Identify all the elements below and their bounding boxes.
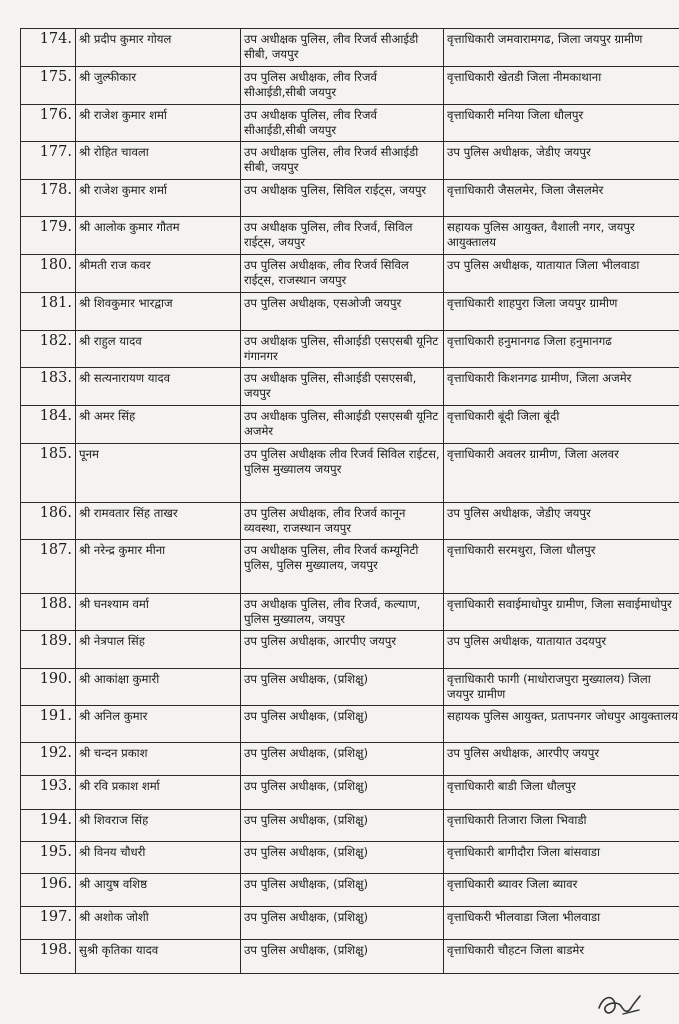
new-posting: वृत्ताधिकारी ब्यावर जिला ब्यावर bbox=[444, 874, 679, 907]
officer-name: श्री प्रदीप कुमार गोयल bbox=[76, 29, 241, 67]
table-row bbox=[21, 331, 679, 368]
current-posting: उप अधीक्षक पुलिस, लीव रिजर्व, सिविल राईट्स, जयपुर bbox=[241, 217, 444, 255]
new-posting: उप पुलिस अधीक्षक, यातायात जिला भीलवाडा bbox=[444, 255, 679, 293]
new-posting: वृत्ताधिकारी हनुमानगढ जिला हनुमानगढ bbox=[444, 331, 679, 368]
new-posting: वृत्ताधिकारी अवलर ग्रामीण, जिला अलवर bbox=[444, 444, 679, 503]
current-posting: उप पुलिस अधीक्षक, (प्रशिक्षु) bbox=[241, 743, 444, 776]
table-row bbox=[21, 180, 679, 217]
new-posting: उप पुलिस अधीक्षक, यातायात उदयपुर bbox=[444, 631, 679, 669]
serial-number: 178. bbox=[21, 180, 76, 217]
serial-number: 198. bbox=[21, 940, 76, 974]
serial-number: 180. bbox=[21, 255, 76, 293]
new-posting: वृत्ताधिकारी किशनगढ ग्रामीण, जिला अजमेर bbox=[444, 368, 679, 406]
officer-name: श्री राहुल यादव bbox=[76, 331, 241, 368]
current-posting: उप पुलिस अधीक्षक, लीव रिजर्व सिविल राईट्स, राजस्थान जयपुर bbox=[241, 255, 444, 293]
new-posting: सहायक पुलिस आयुक्त, प्रतापनगर जोधपुर आयुक्तालय bbox=[444, 706, 679, 743]
table-row bbox=[21, 874, 679, 907]
officer-name: श्री सत्यनारायण यादव bbox=[76, 368, 241, 406]
table-row bbox=[21, 503, 679, 540]
table-row bbox=[21, 444, 679, 503]
new-posting: वृत्ताधिकारी शाहपुरा जिला जयपुर ग्रामीण bbox=[444, 293, 679, 331]
serial-number: 189. bbox=[21, 631, 76, 669]
table-row bbox=[21, 540, 679, 594]
new-posting: वृत्ताधिकारी जमवारामगढ, जिला जयपुर ग्रामीण bbox=[444, 29, 679, 67]
new-posting: वृत्ताधिकारी जैसलमेर, जिला जैसलमेर bbox=[444, 180, 679, 217]
officer-name: श्री विनय चौधरी bbox=[76, 842, 241, 874]
serial-number: 176. bbox=[21, 105, 76, 142]
officer-name: पूनम bbox=[76, 444, 241, 503]
new-posting: उप पुलिस अधीक्षक, आरपीए जयपुर bbox=[444, 743, 679, 776]
serial-number: 194. bbox=[21, 810, 76, 842]
officer-name: श्री नरेन्द्र कुमार मीना bbox=[76, 540, 241, 594]
serial-number: 187. bbox=[21, 540, 76, 594]
serial-number: 195. bbox=[21, 842, 76, 874]
table-row bbox=[21, 29, 679, 67]
transfer-list-body bbox=[21, 29, 679, 974]
new-posting: वृत्ताधिकारी बागीदौरा जिला बांसवाडा bbox=[444, 842, 679, 874]
serial-number: 175. bbox=[21, 67, 76, 105]
current-posting: उप पुलिस अधीक्षक, (प्रशिक्षु) bbox=[241, 940, 444, 974]
current-posting: उप अधीक्षक पुलिस, सीआईडी एसएसबी यूनिट गंगानगर bbox=[241, 331, 444, 368]
table-row bbox=[21, 631, 679, 669]
officer-name: श्री घनश्याम वर्मा bbox=[76, 594, 241, 631]
new-posting: वृत्ताधिकारी तिजारा जिला भिवाडी bbox=[444, 810, 679, 842]
new-posting: वृत्ताधिकरी भीलवाडा जिला भीलवाडा bbox=[444, 907, 679, 940]
table-row bbox=[21, 706, 679, 743]
new-posting: वृत्ताधिकारी फागी (माधोराजपुरा मुख्यालय) जिला जयपुर ग्रामीण bbox=[444, 669, 679, 706]
handwritten-initials bbox=[593, 984, 643, 1022]
table-row bbox=[21, 940, 679, 974]
serial-number: 184. bbox=[21, 406, 76, 444]
current-posting: उप पुलिस अधीक्षक, (प्रशिक्षु) bbox=[241, 810, 444, 842]
table-row bbox=[21, 142, 679, 180]
serial-number: 188. bbox=[21, 594, 76, 631]
current-posting: उप पुलिस अधीक्षक, (प्रशिक्षु) bbox=[241, 842, 444, 874]
transfer-list-table bbox=[20, 28, 679, 974]
current-posting: उप पुलिस अधीक्षक, (प्रशिक्षु) bbox=[241, 907, 444, 940]
officer-name: श्री चन्दन प्रकाश bbox=[76, 743, 241, 776]
table-row bbox=[21, 907, 679, 940]
new-posting: वृत्ताधिकारी बाडी जिला धौलपुर bbox=[444, 776, 679, 810]
table-row bbox=[21, 368, 679, 406]
serial-number: 191. bbox=[21, 706, 76, 743]
table-row bbox=[21, 67, 679, 105]
current-posting: उप पुलिस अधीक्षक लीव रिजर्व सिविल राईटस, पुलिस मुख्यालय जयपुर bbox=[241, 444, 444, 503]
current-posting: उप पुलिस अधीक्षक, (प्रशिक्षु) bbox=[241, 874, 444, 907]
new-posting: वृत्ताधिकारी मनिया जिला धौलपुर bbox=[444, 105, 679, 142]
officer-name: श्री अनिल कुमार bbox=[76, 706, 241, 743]
serial-number: 177. bbox=[21, 142, 76, 180]
officer-name: श्री नेत्रपाल सिंह bbox=[76, 631, 241, 669]
table-row bbox=[21, 105, 679, 142]
table-row bbox=[21, 406, 679, 444]
serial-number: 174. bbox=[21, 29, 76, 67]
table-row bbox=[21, 217, 679, 255]
table-row bbox=[21, 776, 679, 810]
officer-name: श्री अशोक जोशी bbox=[76, 907, 241, 940]
current-posting: उप पुलिस अधीक्षक, (प्रशिक्षु) bbox=[241, 669, 444, 706]
current-posting: उप अधीक्षक पुलिस, लीव रिजर्व सीआईडी सीबी, जयपुर bbox=[241, 29, 444, 67]
table-row bbox=[21, 842, 679, 874]
current-posting: उप अधीक्षक पुलिस, सीआईडी एसएसबी, जयपुर bbox=[241, 368, 444, 406]
current-posting: उप पुलिस अधीक्षक, आरपीए जयपुर bbox=[241, 631, 444, 669]
serial-number: 197. bbox=[21, 907, 76, 940]
serial-number: 196. bbox=[21, 874, 76, 907]
current-posting: उप पुलिस अधीक्षक, लीव रिजर्व कानून व्यवस्था, राजस्थान जयपुर bbox=[241, 503, 444, 540]
serial-number: 179. bbox=[21, 217, 76, 255]
officer-name: श्री शिवकुमार भारद्वाज bbox=[76, 293, 241, 331]
serial-number: 193. bbox=[21, 776, 76, 810]
current-posting: उप पुलिस अधीक्षक, एसओजी जयपुर bbox=[241, 293, 444, 331]
officer-name: श्री शिवराज सिंह bbox=[76, 810, 241, 842]
current-posting: उप अधीक्षक पुलिस, सीआईडी एसएसबी यूनिट अजमेर bbox=[241, 406, 444, 444]
new-posting: वृत्ताधिकारी खेतडी जिला नीमकाथाना bbox=[444, 67, 679, 105]
table-row bbox=[21, 255, 679, 293]
officer-name: श्री रामवतार सिंह ताखर bbox=[76, 503, 241, 540]
officer-name: श्री आकांक्षा कुमारी bbox=[76, 669, 241, 706]
officer-name: श्री जुल्फीकार bbox=[76, 67, 241, 105]
officer-name: श्री राजेश कुमार शर्मा bbox=[76, 180, 241, 217]
current-posting: उप अधीक्षक पुलिस, लीव रिजर्व कम्यूनिटी पुलिस, पुलिस मुख्यालय, जयपुर bbox=[241, 540, 444, 594]
serial-number: 186. bbox=[21, 503, 76, 540]
new-posting: उप पुलिस अधीक्षक, जेडीए जयपुर bbox=[444, 142, 679, 180]
new-posting: सहायक पुलिस आयुक्त, वैशाली नगर, जयपुर आयुक्तालय bbox=[444, 217, 679, 255]
new-posting: वृत्ताधिकारी चौहटन जिला बाडमेर bbox=[444, 940, 679, 974]
officer-name: श्रीमती राज कवर bbox=[76, 255, 241, 293]
table-row bbox=[21, 810, 679, 842]
new-posting: उप पुलिस अधीक्षक, जेडीए जयपुर bbox=[444, 503, 679, 540]
table-row bbox=[21, 743, 679, 776]
current-posting: उप अधीक्षक पुलिस, लीव रिजर्व सीआईडी,सीबी जयपुर bbox=[241, 105, 444, 142]
new-posting: वृत्ताधिकारी सवाईमाधोपुर ग्रामीण, जिला सवाईमाधोपुर bbox=[444, 594, 679, 631]
officer-name: श्री आयुष वशिष्ठ bbox=[76, 874, 241, 907]
new-posting: वृत्ताधिकारी सरमथुरा, जिला धौलपुर bbox=[444, 540, 679, 594]
serial-number: 185. bbox=[21, 444, 76, 503]
table-row bbox=[21, 293, 679, 331]
officer-name: श्री अमर सिंह bbox=[76, 406, 241, 444]
current-posting: उप अधीक्षक पुलिस, सिविल राईट्स, जयपुर bbox=[241, 180, 444, 217]
current-posting: उप अधीक्षक पुलिस, लीव रिजर्व, कल्याण, पुलिस मुख्यालय, जयपुर bbox=[241, 594, 444, 631]
serial-number: 190. bbox=[21, 669, 76, 706]
serial-number: 182. bbox=[21, 331, 76, 368]
table-row bbox=[21, 669, 679, 706]
serial-number: 183. bbox=[21, 368, 76, 406]
new-posting: वृत्ताधिकारी बूंदी जिला बूंदी bbox=[444, 406, 679, 444]
table-row bbox=[21, 594, 679, 631]
officer-name: श्री आलोक कुमार गौतम bbox=[76, 217, 241, 255]
serial-number: 181. bbox=[21, 293, 76, 331]
current-posting: उप अधीक्षक पुलिस, लीव रिजर्व सीआईडी सीबी, जयपुर bbox=[241, 142, 444, 180]
serial-number: 192. bbox=[21, 743, 76, 776]
officer-name: श्री राजेश कुमार शर्मा bbox=[76, 105, 241, 142]
officer-name: श्री रोहित चावला bbox=[76, 142, 241, 180]
current-posting: उप पुलिस अधीक्षक, (प्रशिक्षु) bbox=[241, 706, 444, 743]
officer-name: श्री रवि प्रकाश शर्मा bbox=[76, 776, 241, 810]
current-posting: उप पुलिस अधीक्षक, लीव रिजर्व सीआईडी,सीबी जयपुर bbox=[241, 67, 444, 105]
current-posting: उप पुलिस अधीक्षक, (प्रशिक्षु) bbox=[241, 776, 444, 810]
officer-name: सुश्री कृतिका यादव bbox=[76, 940, 241, 974]
